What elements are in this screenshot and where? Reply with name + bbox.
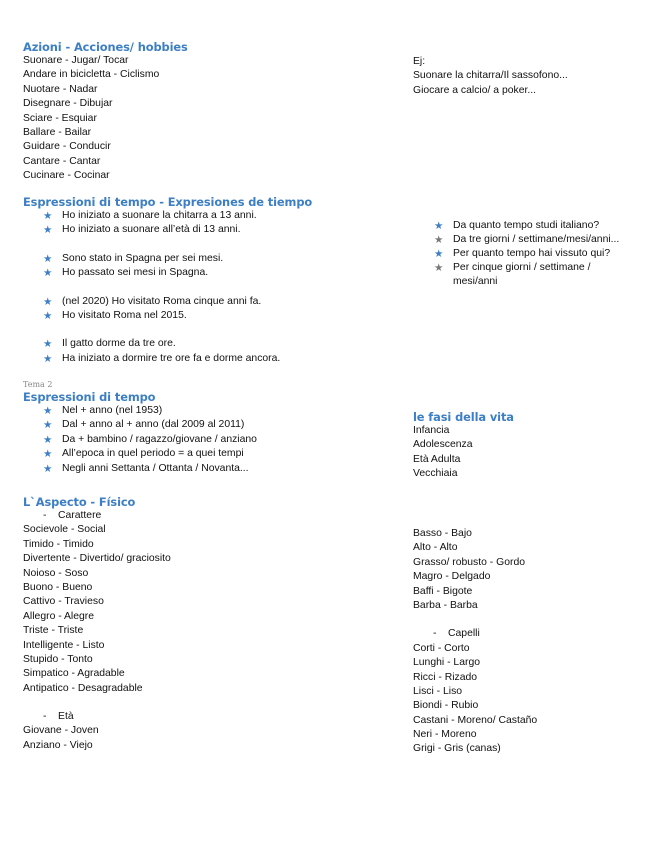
star-icon: ★ — [43, 352, 53, 365]
bullet-text: All’epoca in quel periodo = a quei tempi — [62, 448, 244, 460]
fisico-item: Magro - Delgado — [413, 571, 491, 583]
star-icon: ★ — [43, 252, 53, 265]
bullet-text: Negli anni Settanta / Ottanta / Novanta... — [62, 462, 249, 474]
star-icon: ★ — [43, 295, 53, 308]
fisico-item: Barba - Barba — [413, 599, 478, 611]
bullet-item — [43, 252, 403, 266]
bullet-item — [43, 433, 403, 447]
carattere-item: Stupido - Tonto — [23, 653, 93, 665]
azioni-item: Andare in bicicletta - Ciclismo — [23, 69, 160, 81]
azioni-item: Cantare - Cantar — [23, 155, 101, 167]
bullet-item — [43, 223, 403, 237]
carattere-item: Antipatico - Desagradable — [23, 682, 143, 694]
capelli-label: - Capelli — [433, 628, 480, 640]
tema-heading: Espressioni di tempo — [23, 390, 156, 404]
carattere-item: Triste - Triste — [23, 625, 84, 637]
carattere-item: Socievole - Social — [23, 524, 106, 536]
bullet-item — [43, 209, 403, 223]
fasi-heading: le fasi della vita — [413, 410, 514, 424]
azioni-section — [23, 40, 188, 184]
carattere-item: Allegro - Alegre — [23, 610, 95, 622]
azioni-item: Nuotare - Nadar — [23, 83, 98, 95]
star-icon: ★ — [434, 234, 444, 246]
eta-label: - Età — [43, 711, 74, 723]
eta-item: Giovane - Joven — [23, 725, 99, 737]
bullet-item — [434, 247, 629, 261]
bullet-item — [43, 418, 403, 432]
bullet-text: Dal + anno al + anno (dal 2009 al 2011) — [62, 419, 245, 431]
bullet-item — [43, 295, 403, 309]
bullet-text: Per cinque giorni / settimane / mesi/anni — [453, 262, 591, 287]
bullet-item — [43, 337, 403, 351]
carattere-item: Simpatico - Agradable — [23, 668, 125, 680]
capelli-item: Ricci - Rizado — [413, 671, 478, 683]
fisico-item: Alto - Alto — [413, 542, 458, 554]
bullet-item — [43, 447, 403, 461]
ej-section — [413, 55, 568, 98]
fisico-section — [413, 527, 537, 757]
fasi-list — [413, 424, 514, 482]
star-icon: ★ — [43, 309, 53, 322]
bullet-text: Ho iniziato a suonare la chitarra a 13 anni. — [62, 210, 257, 221]
bullet-text: Nel + anno (nel 1953) — [62, 405, 163, 416]
capelli-item: Neri - Moreno — [413, 729, 477, 741]
capelli-item: Castani - Moreno/ Castaño — [413, 714, 538, 726]
star-icon: ★ — [43, 419, 53, 432]
bullet-item — [43, 266, 403, 280]
aspetto-heading: L`Aspecto - Físico — [23, 495, 136, 509]
bullet-text: Il gatto dorme da tre ore. — [62, 338, 176, 350]
bullet-text: Sono stato in Spagna per sei mesi. — [62, 252, 224, 264]
fisico-item: Basso - Bajo — [413, 528, 472, 539]
bullet-text: Da tre giorni / settimane/mesi/anni... — [453, 234, 620, 245]
star-icon: ★ — [434, 220, 444, 232]
fasi-item: Età Adulta — [413, 453, 461, 465]
bullet-item — [434, 261, 629, 289]
capelli-item: Grigi - Gris (canas) — [413, 743, 501, 755]
azioni-heading: Azioni - Acciones/ hobbies — [23, 40, 188, 54]
fisico-item: Baffi - Bigote — [413, 585, 473, 597]
azioni-item: Guidare - Conducir — [23, 141, 111, 153]
bullet-text: Ho passato sei mesi in Spagna. — [62, 267, 209, 279]
fasi-item: Infancia — [413, 425, 450, 436]
carattere-item: Intelligente - Listo — [23, 639, 105, 651]
capelli-list — [413, 642, 537, 757]
fasi-section — [413, 410, 514, 482]
bullet-text: Ho visitato Roma nel 2015. — [62, 309, 187, 321]
bullet-item — [43, 404, 403, 418]
bullet-text: Ha iniziato a dormire tre ore fa e dorme ancora. — [62, 352, 281, 364]
ej-line: Giocare a calcio/ a poker... — [413, 84, 537, 96]
eta-list — [23, 724, 171, 753]
tema-section — [23, 380, 403, 476]
bullet-text: Da + bambino / ragazzo/giovane / anziano — [62, 433, 257, 445]
carattere-list — [23, 523, 171, 696]
espressioni-list — [23, 209, 403, 366]
azioni-item: Suonare - Jugar/ Tocar — [23, 55, 129, 66]
carattere-label: - Carattere — [43, 510, 102, 521]
aspetto-section — [23, 495, 171, 753]
bullet-item — [43, 309, 403, 323]
star-icon: ★ — [43, 267, 53, 280]
azioni-item: Ballare - Bailar — [23, 126, 92, 138]
star-icon: ★ — [43, 462, 53, 475]
bullet-item — [43, 462, 403, 476]
fasi-item: Vecchiaia — [413, 468, 458, 480]
capelli-item: Corti - Corto — [413, 642, 470, 654]
capelli-item: Lunghi - Largo — [413, 657, 481, 669]
star-icon: ★ — [43, 448, 53, 461]
tema-label: Tema 2 — [23, 380, 53, 389]
bullet-text: Da quanto tempo studi italiano? — [453, 220, 600, 231]
bullet-text: Ho iniziato a suonare all’età di 13 anni. — [62, 224, 241, 236]
questions-list — [434, 219, 629, 289]
star-icon: ★ — [43, 210, 53, 222]
azioni-list — [23, 54, 188, 184]
bullet-item — [43, 352, 403, 366]
bullet-item — [434, 219, 629, 233]
eta-item: Anziano - Viejo — [23, 739, 93, 751]
carattere-item: Noioso - Soso — [23, 567, 89, 579]
star-icon: ★ — [43, 338, 53, 351]
star-icon: ★ — [43, 433, 53, 446]
carattere-item: Timido - Timido — [23, 538, 94, 550]
capelli-item: Biondi - Rubio — [413, 700, 479, 712]
star-icon: ★ — [434, 248, 444, 260]
carattere-item: Buono - Bueno — [23, 581, 93, 593]
star-icon: ★ — [43, 405, 53, 417]
bullet-text: Per quanto tempo hai vissuto qui? — [453, 248, 611, 259]
carattere-item: Divertente - Divertido/ graciosito — [23, 553, 171, 565]
bullet-item — [434, 233, 629, 247]
carattere-item: Cattivo - Travieso — [23, 596, 104, 608]
ej-label: Ej: — [413, 56, 426, 67]
azioni-item: Disegnare - Dibujar — [23, 98, 113, 110]
espressioni-section — [23, 195, 403, 366]
azioni-item: Cucinare - Cocinar — [23, 170, 110, 182]
espressioni-heading: Espressioni di tempo - Expresiones de tiempo — [23, 195, 313, 209]
capelli-item: Lisci - Liso — [413, 685, 463, 697]
bullet-text: (nel 2020) Ho visitato Roma cinque anni fa. — [62, 295, 262, 307]
star-icon: ★ — [434, 262, 444, 274]
fasi-item: Adolescenza — [413, 439, 473, 451]
fisico-list — [413, 527, 537, 613]
ej-line: Suonare la chitarra/Il sassofono... — [413, 70, 568, 82]
tema-list — [23, 404, 403, 476]
star-icon: ★ — [43, 224, 53, 237]
fisico-item: Grasso/ robusto - Gordo — [413, 556, 526, 568]
azioni-item: Sciare - Esquiar — [23, 112, 97, 124]
